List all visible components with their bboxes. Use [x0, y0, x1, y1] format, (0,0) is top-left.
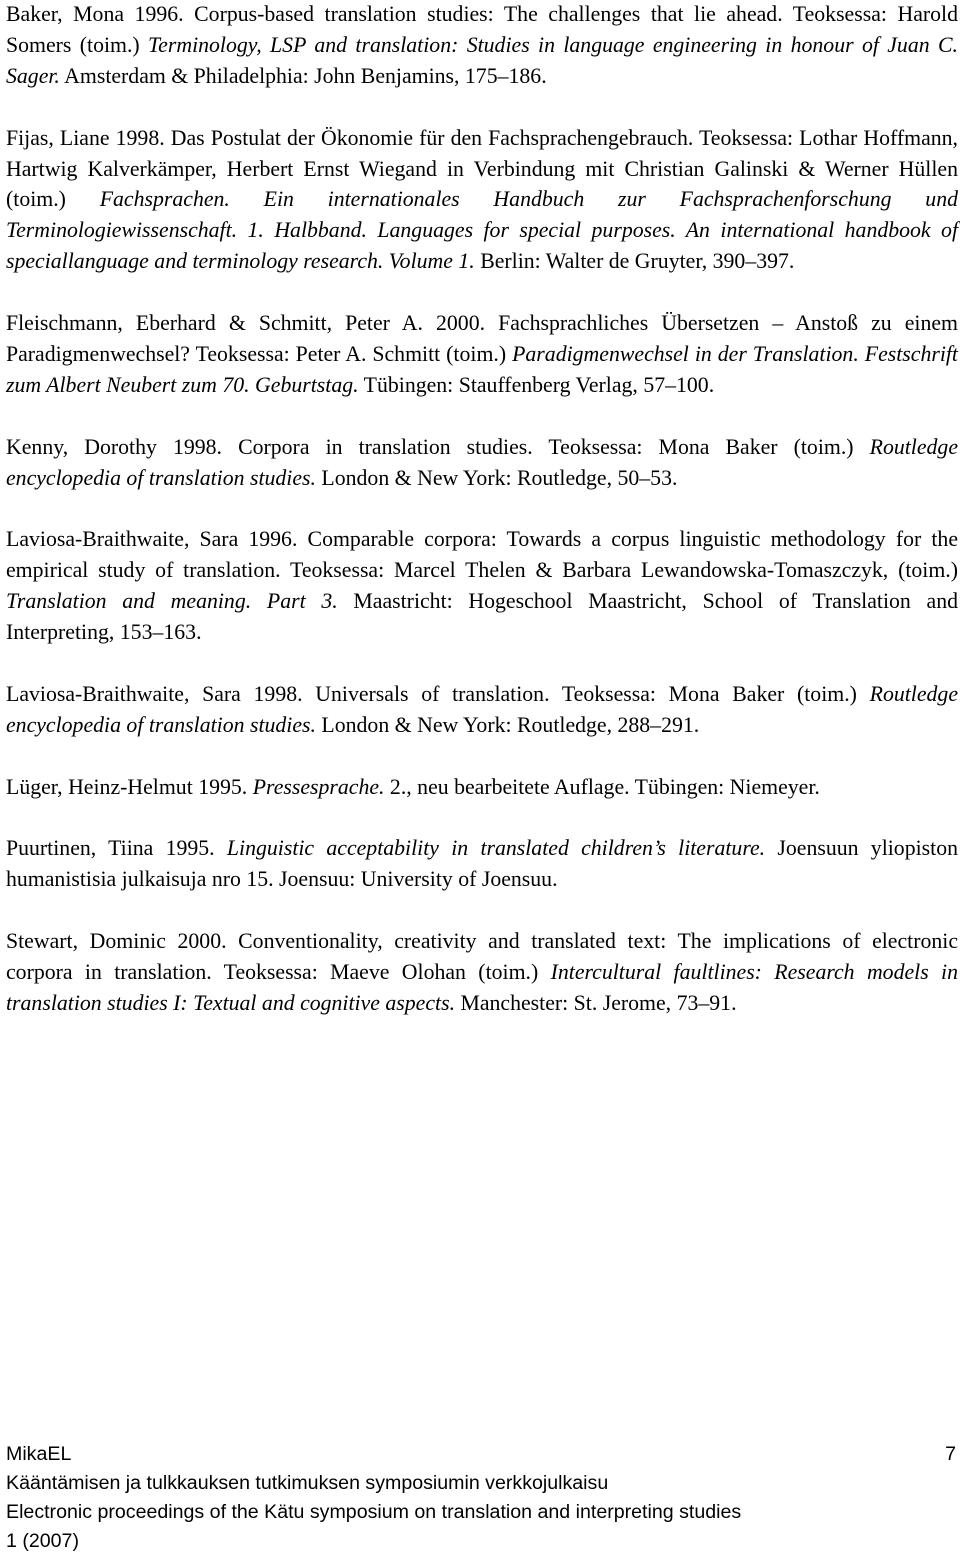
- reference-entry: [6, 308, 958, 401]
- reference-entry: [6, 679, 958, 741]
- reference-entry: [6, 123, 958, 278]
- reference-entry: [6, 524, 958, 648]
- reference-title: Paradigmenwechsel in der Translation. Festschrift zum Albert Neubert zum 70. Geburtstag.: [6, 341, 958, 397]
- reference-entry: [6, 0, 958, 92]
- reference-title: Routledge encyclopedia of translation studies.: [6, 681, 958, 737]
- journal-name: MikaEL: [6, 1443, 72, 1465]
- reference-text: Lüger, Heinz-Helmut 1995.: [6, 774, 253, 799]
- reference-text: Stewart, Dominic 2000. Conventionality, creativity and translated text: The implications of electronic corpora in translation. Teoksessa: Maeve Olohan (toim.): [6, 929, 958, 984]
- page-number: 7: [945, 1443, 956, 1465]
- reference-entry: [6, 432, 958, 494]
- reference-text: Laviosa-Braithwaite, Sara 1996. Comparable corpora: Towards a corpus linguistic methodology for the empirical study of translation. Teoksessa: Marcel Thelen & Barbara Lewandowska-Tomaszczyk, (toim.): [6, 527, 958, 583]
- reference-text: Amsterdam & Philadelphia: John Benjamins, 175–186.: [59, 63, 547, 88]
- journal-issue: 1 (2007): [6, 1530, 79, 1552]
- reference-text: Puurtinen, Tiina 1995.: [6, 836, 227, 861]
- reference-text: Joensuun yliopiston humanistisia julkaisuja nro 15. Joensuu: University of Joensuu.: [6, 836, 958, 892]
- reference-text: London & New York: Routledge, 288–291.: [315, 712, 700, 737]
- reference-title: Terminology, LSP and translation: Studies in language engineering in honour of Juan C. Sager.: [6, 32, 958, 88]
- reference-entry: [6, 772, 958, 803]
- reference-title: Fachsprachen. Ein internationales Handbuch zur Fachsprachenforschung und Terminologiewissenschaft. 1. Halbband. Languages for special purposes. An international handbook of speciallanguage and terminology research. Volume 1.: [6, 187, 958, 274]
- journal-subtitle-finnish: Kääntämisen ja tulkkauksen tutkimuksen symposiumin verkkojulkaisu: [6, 1472, 609, 1494]
- reference-title: Intercultural faultlines: Research models in translation studies I: Textual and cognitive aspects.: [6, 959, 959, 1015]
- reference-text: 2., neu bearbeitete Auflage. Tübingen: Niemeyer.: [384, 774, 820, 799]
- reference-text: Kenny, Dorothy 1998. Corpora in translation studies. Teoksessa: Mona Baker (toim.): [6, 434, 870, 459]
- reference-entry: [6, 926, 958, 1019]
- reference-text: Tübingen: Stauffenberg Verlag, 57–100.: [358, 372, 715, 397]
- reference-text: London & New York: Routledge, 50–53.: [315, 465, 678, 490]
- reference-text: Manchester: St. Jerome, 73–91.: [455, 990, 737, 1015]
- reference-title: Routledge encyclopedia of translation studies.: [6, 434, 958, 490]
- reference-title: Linguistic acceptability in translated children’s literature.: [226, 836, 766, 861]
- reference-title: Translation and meaning. Part 3.: [6, 589, 338, 614]
- reference-text: Laviosa-Braithwaite, Sara 1998. Universals of translation. Teoksessa: Mona Baker (toim.): [6, 681, 870, 706]
- reference-text: Berlin: Walter de Gruyter, 390–397.: [474, 249, 795, 274]
- reference-text: Maastricht: Hogeschool Maastricht, School of Translation and Interpreting, 153–163.: [6, 589, 958, 645]
- reference-title: Pressesprache.: [252, 774, 385, 799]
- reference-text: Fleischmann, Eberhard & Schmitt, Peter A. 2000. Fachsprachliches Übersetzen – Anstoß zu einem Paradigmenwechsel? Teoksessa: Peter A. Schmitt (toim.): [6, 311, 958, 366]
- reference-list: [6, 0, 958, 1019]
- reference-text: Baker, Mona 1996. Corpus-based translation studies: The challenges that lie ahead. Teoksessa: Harold Somers (toim.): [6, 2, 958, 57]
- page-footer: [6, 1440, 956, 1556]
- journal-subtitle-english: Electronic proceedings of the Kätu symposium on translation and interpreting studies: [6, 1501, 742, 1523]
- reference-entry: [6, 833, 958, 895]
- footer-top-row: [6, 1440, 956, 1469]
- reference-text: Fijas, Liane 1998. Das Postulat der Ökonomie für den Fachsprachengebrauch. Teoksessa: Lothar Hoffmann, Hartwig Kalverkämper, Herbert Ernst Wiegand in Verbindung mit Christian Galinski & Werner Hüllen (toim.): [6, 125, 958, 212]
